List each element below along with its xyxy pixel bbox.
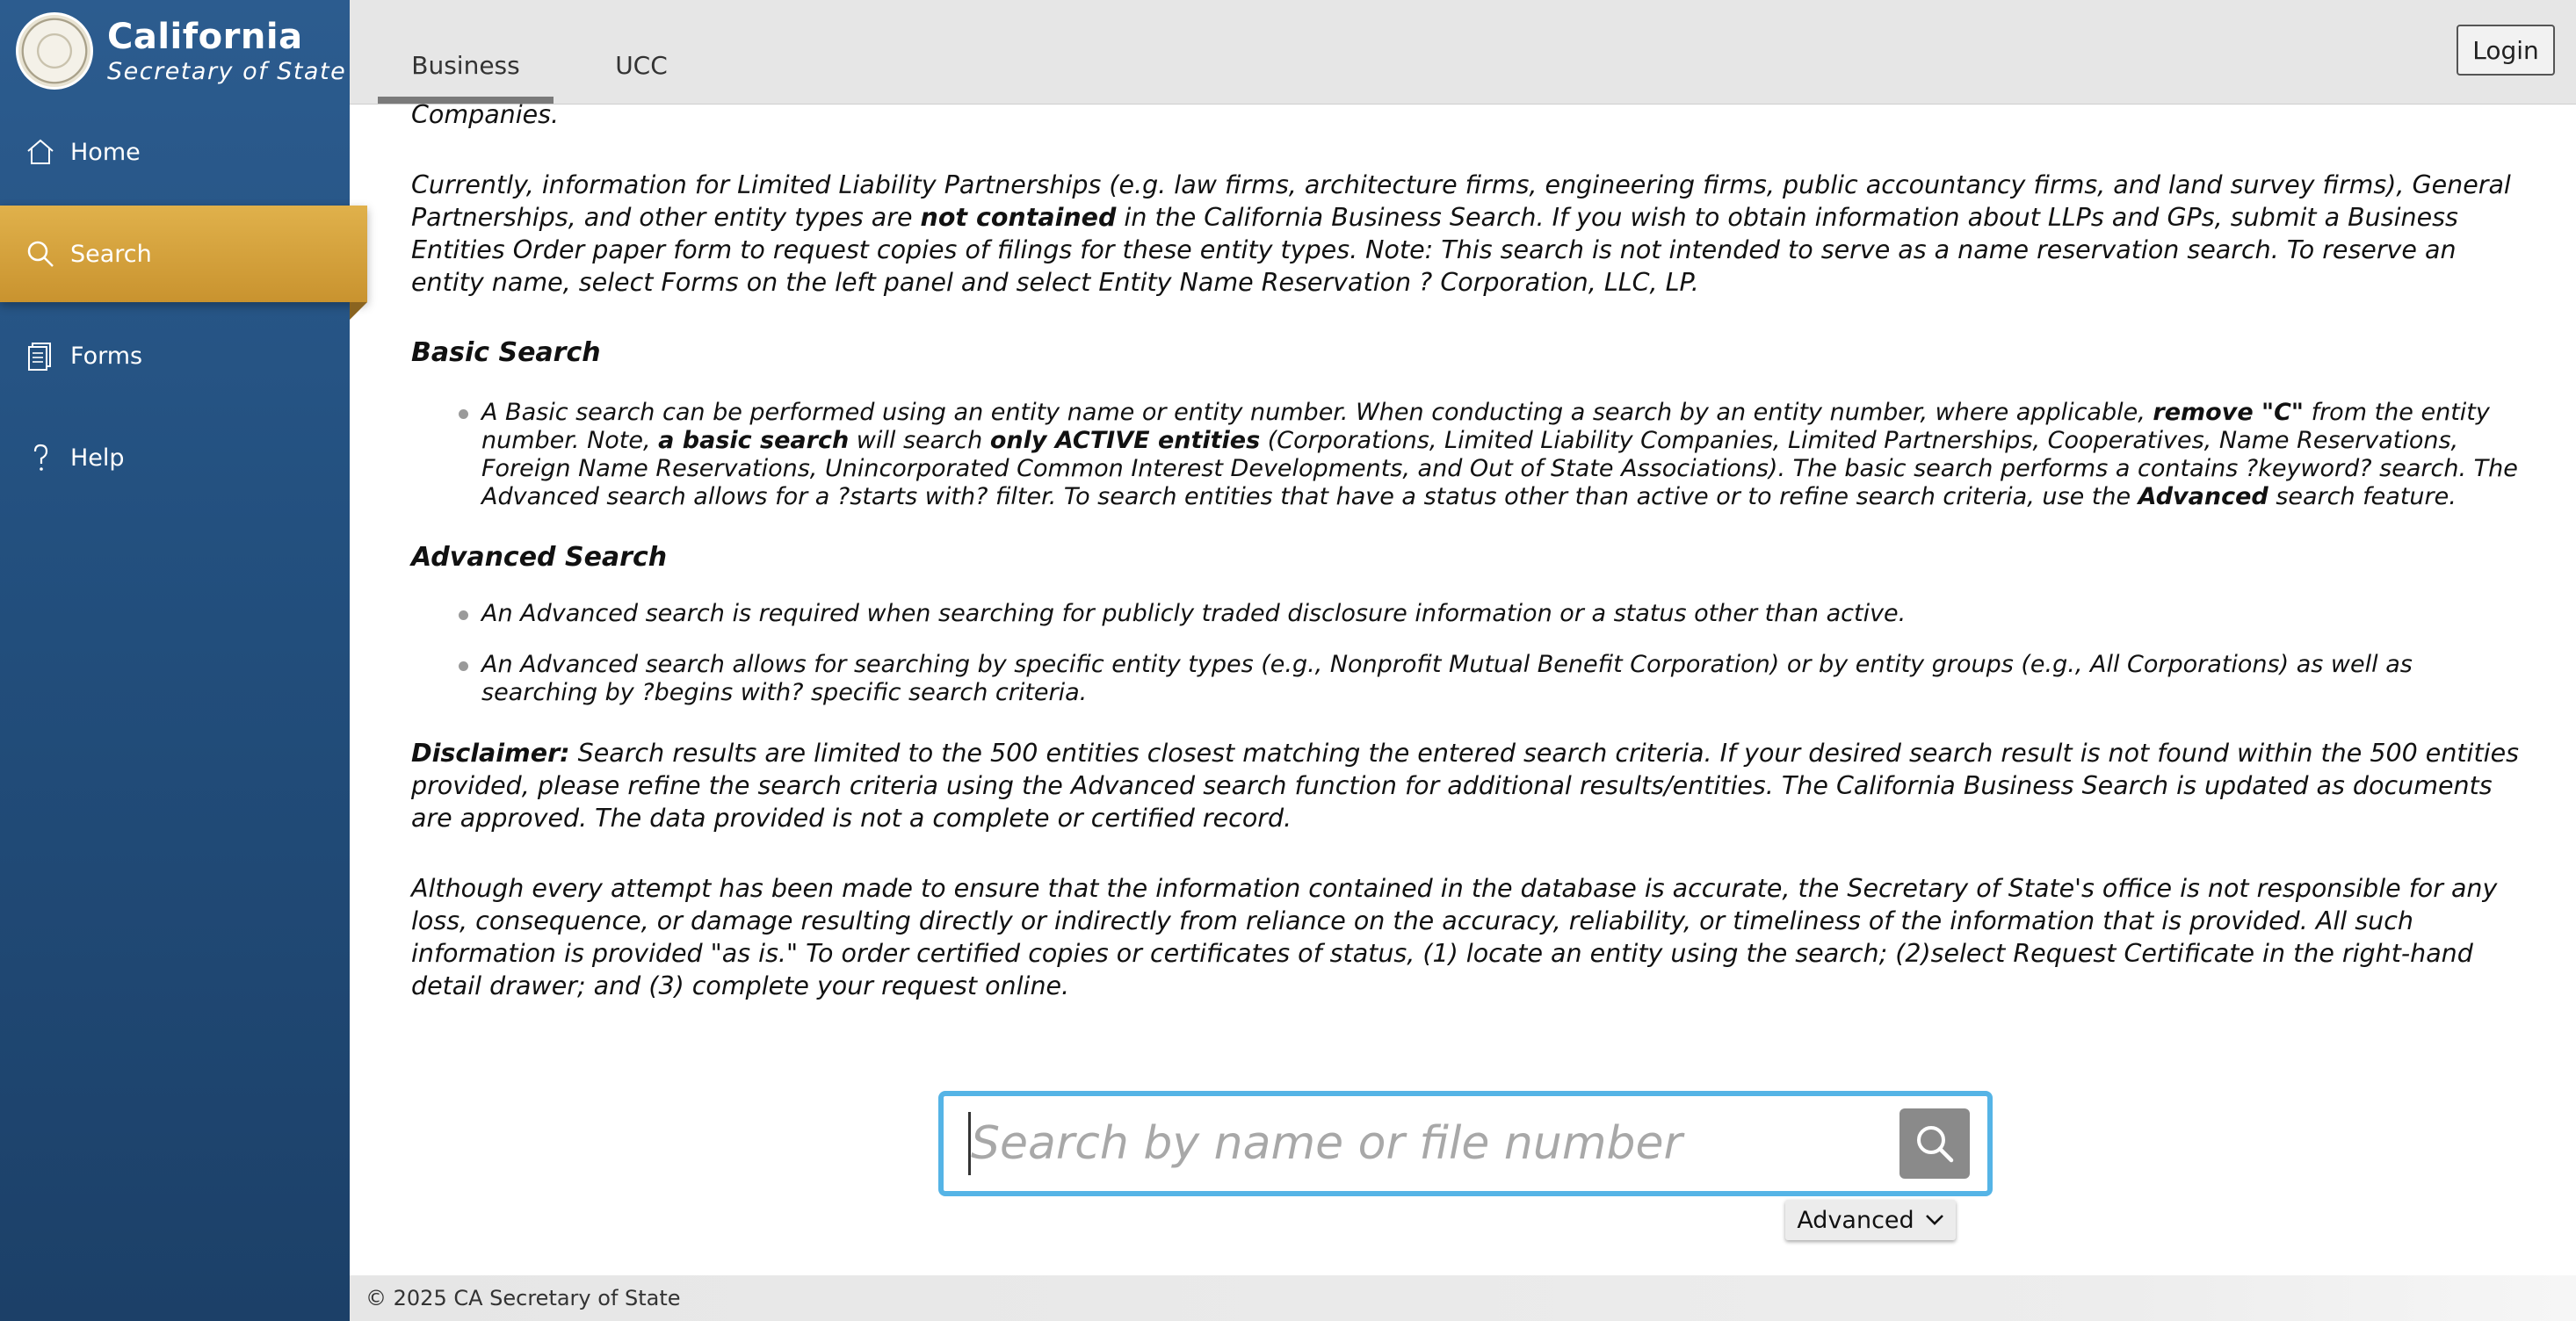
advanced-label: Advanced [1797,1206,1914,1234]
brand-title: California [107,16,303,57]
top-bar [350,0,2576,105]
intro-tail-text: Companies. [411,100,560,129]
sidebar-item-search[interactable] [0,206,367,302]
disclaimer-paragraph [411,737,2520,834]
advanced-search-button[interactable] [1785,1200,1956,1240]
sidebar-item-forms[interactable] [0,307,350,404]
help-icon [25,442,56,473]
bold-text: only ACTIVE entities [989,427,1261,454]
liability-paragraph: Although every attempt has been made to ensure that the information contained in the database is accurate, the Secretary of State's office is not responsible for any loss, consequence, or damage resulting directly or indirectly from reliance on the accuracy, reliability, or timeliness of the information that is provided. All such information is provided "as is." To order certified copies or certificates of status, (1) locate an entity using the search; (2)select Request Certificate in the right-hand detail drawer; and (3) complete your request online. [411,874,2498,1000]
tab-ucc[interactable]: UCC [615,51,668,80]
active-nav-notch [350,302,367,320]
brand-text [107,16,347,85]
chevron-down-icon [1925,1214,1944,1226]
list-item: An Advanced search is required when searching for publicly traded disclosure information or a status other than active. [481,600,2520,628]
sidebar-item-home[interactable] [0,104,350,200]
footer [350,1275,2576,1321]
text: A Basic search can be performed using an entity name or entity number. When conducting a search by an entity number, where applicable, [481,399,2153,426]
state-seal-logo [16,12,93,90]
sidebar-item-label: Forms [70,342,143,370]
text: from the entity number. Note, [481,399,2490,454]
notice-text: Currently, information for Limited Liability Partnerships (e.g. law firms, architecture firms, engineering firms, public accountancy firms, and land survey firms), General Partnerships, and other entity types are [411,170,2511,232]
home-icon [25,136,56,168]
disclaimer-text: Search results are limited to the 500 entities closest matching the entered search criteria. If your desired search result is not found within the 500 entities provided, please refine the search criteria using the Advanced search function for additional results/entities. The California Business Search is updated as documents are approved. The data provided is not a complete or certified record. [411,739,2519,833]
login-button[interactable]: Login [2457,25,2555,76]
text: search feature. [2268,483,2457,510]
sidebar-item-label: Help [70,444,125,472]
advanced-search-list [411,600,2520,707]
sidebar [0,0,350,1321]
tab-business[interactable]: Business [378,42,554,104]
brand-subtitle: Secretary of State [107,57,347,85]
sidebar-item-label: Search [70,240,152,268]
advanced-search-heading: Advanced Search [411,542,668,573]
list-item: An Advanced search allows for searching by specific entity types (e.g., Nonprofit Mutual Benefit Corporation) or by entity groups (e.g., All Corporations) as well as searching by ?begins with? specific search criteria. [481,651,2520,707]
llp-notice-paragraph [411,169,2520,299]
search-box [938,1091,1993,1196]
text: (Corporations, Limited Liability Companies, Limited Partnerships, Cooperatives, Name Reservations, Foreign Name Reservations, Unincorporated Common Interest Developments, and Out of State Associations). The basic search performs a contains ?keyword? search. The Advanced search allows for a ?starts with? filter. To search entities that have a status other than active or to refine search criteria, use the [481,427,2518,510]
sidebar-item-label: Home [70,138,141,166]
sidebar-item-help[interactable] [0,409,350,506]
basic-search-heading: Basic Search [411,337,601,368]
bold-text: Advanced [2138,483,2268,510]
search-input[interactable] [968,1112,1867,1175]
search-button[interactable] [1899,1108,1970,1179]
search-icon [1913,1122,1957,1166]
basic-search-list [411,399,2520,511]
bold-text: a basic search [658,427,850,454]
notice-text-cont: in the California Business Search. If you wish to obtain information about LLPs and GPs, submit a Business Entities Order paper form to request copies of filings for these entity types. Note: This search is not intended to serve as a name reservation search. To reserve an entity name, select Forms on the left panel and select Entity Name Reservation ? Corporation, LLC, LP. [411,203,2458,297]
list-item [481,399,2520,511]
main-content [411,98,2520,1002]
text: will search [849,427,990,454]
notice-bold: not contained [920,203,1117,232]
brand[interactable] [16,12,346,90]
copyright-text: © 2025 CA Secretary of State [365,1286,681,1310]
document-icon [25,340,56,372]
disclaimer-label: Disclaimer: [411,739,570,768]
search-icon [25,238,56,270]
bold-text: remove "C" [2153,399,2304,426]
